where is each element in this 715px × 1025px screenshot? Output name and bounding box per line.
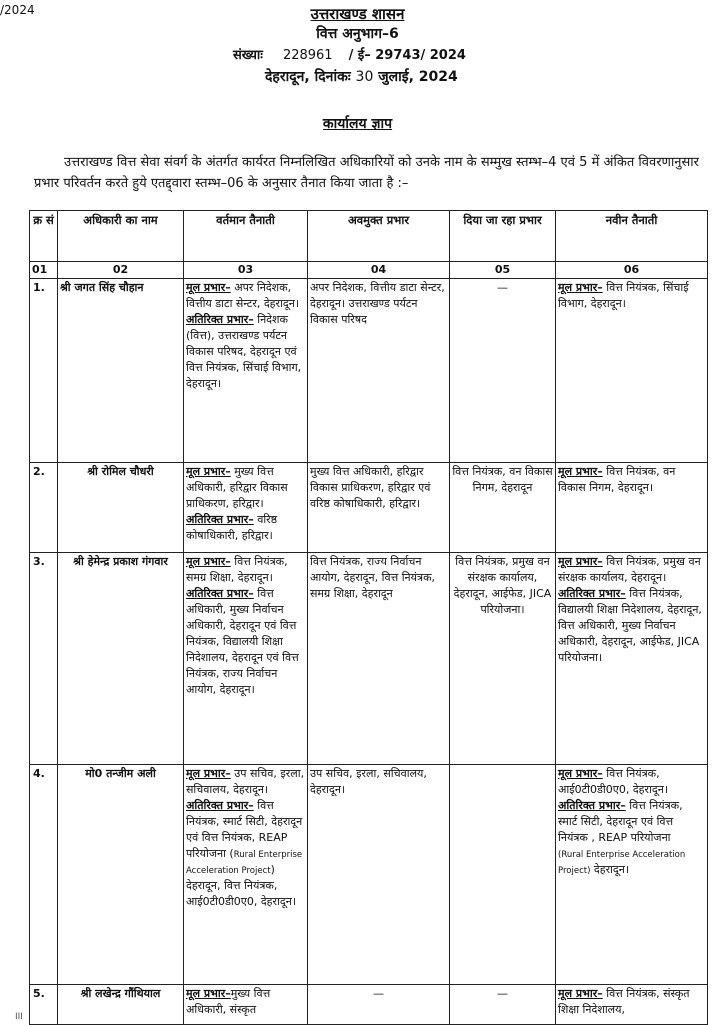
table-header-row <box>30 211 708 262</box>
project-full-name: (Rural Enterprise Acceleration Project) <box>558 850 686 876</box>
serial-number: 2. <box>30 463 58 553</box>
main-charge-label: मूल प्रभार– <box>558 555 603 568</box>
col-number: 05 <box>450 262 556 279</box>
section-title: वित्त अनुभाग–6 <box>316 26 399 42</box>
serial-number: 5. <box>30 985 58 1025</box>
new-posting <box>556 279 708 463</box>
new-posting <box>556 553 708 765</box>
current-posting <box>184 279 308 463</box>
place-date <box>265 67 458 86</box>
main-charge-text: वित्त नियंत्रक, आई0टी0डी0ए0, देहरादून। <box>558 767 668 796</box>
additional-charge-text: वरिष्ठ कोषाधिकारी, हरिद्वार। <box>186 513 278 542</box>
header-given-charge: दिया जा रहा प्रभार <box>450 211 556 262</box>
main-charge-text: वित्त नियंत्रक, सिंचाई विभाग, देहरादून। <box>558 281 689 310</box>
col-number: 04 <box>308 262 450 279</box>
additional-charge-label: अतिरिक्त प्रभार– <box>558 587 626 600</box>
main-charge-label: मूल प्रभार– <box>558 767 603 780</box>
main-charge-label: मूल प्रभार– <box>558 281 603 294</box>
main-charge-text: अपर निदेशक, वित्तीय डाटा सेन्टर, देहरादून। <box>186 281 299 310</box>
relieved-charge: मुख्य वित्त अधिकारी, हरिद्वार विकास प्राधिकरण, हरिद्वार एवं वरिष्ठ कोषाधिकारी, हरिद्वार। <box>308 463 450 553</box>
footer-mark: III <box>15 1012 23 1022</box>
number-value: 228961 <box>282 48 333 63</box>
project-full-name: Rural Enterprise Acceleration Project <box>186 850 303 876</box>
officer-name: श्री जगत सिंह चौहान <box>58 279 184 463</box>
date-rest: जुलाई, 2024 <box>378 69 458 85</box>
number-suffix: / ई– 29743/ 2024 <box>348 48 466 63</box>
additional-charge-text: वित्त नियंत्रक, स्मार्ट सिटी, देहरादून एवं वित्त नियंत्रक , REAP परियोजना <box>558 799 683 844</box>
number-label: संख्याः <box>233 48 263 63</box>
header-current-posting: वर्तमान तैनाती <box>184 211 308 262</box>
additional-charge-label: अतिरिक्त प्रभार– <box>186 513 254 526</box>
serial-number: 1. <box>30 279 58 463</box>
main-charge-label: मूल प्रभार– <box>186 987 231 1000</box>
given-charge: — <box>450 985 556 1025</box>
serial-number: 3. <box>30 553 58 765</box>
table-row <box>30 463 708 553</box>
officer-name: श्री लखेन्द्र गौंथियाल <box>58 985 184 1025</box>
officer-name: श्री रोमिल चौधरी <box>58 463 184 553</box>
table-row <box>30 765 708 985</box>
col-number: 01 <box>30 262 58 279</box>
current-posting <box>184 553 308 765</box>
col-number: 02 <box>58 262 184 279</box>
government-title: उत्तराखण्ड शासन <box>310 5 405 23</box>
additional-charge-text-cont: देहरादून। <box>590 863 630 876</box>
officer-name: श्री हेमेन्द्र प्रकाश गंगवार <box>58 553 184 765</box>
main-charge-text: वित्त नियंत्रक, समग्र शिक्षा, देहरादून। <box>186 555 288 584</box>
new-posting <box>556 985 708 1025</box>
main-charge-text: मुख्य वित्त अधिकारी, संस्कृत <box>186 987 271 1016</box>
given-charge: वित्त नियंत्रक, वन विकास निगम, देहरादून <box>450 463 556 553</box>
main-charge-text: वित्त नियंत्रक, संस्कृत शिक्षा निदेशालय, <box>558 987 690 1016</box>
main-charge-label: मूल प्रभार– <box>186 465 231 478</box>
main-charge-text: मुख्य वित्त अधिकारी, हरिद्वार विकास प्राधिकरण, हरिद्वार। <box>186 465 288 510</box>
additional-charge-label: अतिरिक्त प्रभार– <box>186 587 254 600</box>
col-number: 03 <box>184 262 308 279</box>
relieved-charge: अपर निदेशक, वित्तीय डाटा सेन्टर, देहरादून। उत्तराखण्ड पर्यटन विकास परिषद <box>308 279 450 463</box>
column-number-row <box>30 262 708 279</box>
new-posting <box>556 463 708 553</box>
additional-charge-label: अतिरिक्त प्रभार– <box>558 799 626 812</box>
given-charge: — <box>450 279 556 463</box>
place-date-label: देहरादून, दिनांकः <box>265 69 351 85</box>
additional-charge-text-cont: ) देहरादून, वित्त नियंत्रक, आई0टी0डी0ए0, देहरादून। <box>186 863 296 908</box>
additional-charge-text: निदेशक (वित्त), उत्तराखण्ड पर्यटन विकास परिषद, देहरादून एवं वित्त नियंत्रक, सिंचाई विभाग, देहरादून। <box>186 313 302 390</box>
serial-number: 4. <box>30 765 58 985</box>
memo-title: कार्यालय ज्ञाप <box>322 116 393 132</box>
intro-paragraph: उत्तराखण्ड वित्त सेवा संवर्ग के अंतर्गत कार्यरत निम्नलिखित अधिकारियों को उनके नाम के सम्मुख स्तम्भ–4 एवं 5 में अंकित विवरणानुसार प्रभार परिवर्तन करते हुये एतद्द्वारा स्तम्भ–06 के अनुसार तैनात किया जाता है :– <box>34 155 699 191</box>
date-day: 30 <box>355 69 374 85</box>
main-charge-label: मूल प्रभार– <box>186 281 231 294</box>
additional-charge-label: अतिरिक्त प्रभार– <box>186 313 254 326</box>
relieved-charge: उप सचिव, इरला, सचिवालय, देहरादून। <box>308 765 450 985</box>
main-charge-label: मूल प्रभार– <box>558 987 603 1000</box>
relieved-charge: — <box>308 985 450 1025</box>
header-officer-name: अधिकारी का नाम <box>58 211 184 262</box>
current-posting <box>184 985 308 1025</box>
page-number-fragment: /2024 <box>0 3 35 17</box>
current-posting <box>184 463 308 553</box>
additional-charge-label: अतिरिक्त प्रभार– <box>186 799 254 812</box>
current-posting <box>184 765 308 985</box>
main-charge-text: उप सचिव, इरला, सचिवालय, देहरादून। <box>186 767 305 796</box>
additional-charge-text: वित्त अधिकारी, मुख्य निर्वाचन अधिकारी, देहरादून एवं वित्त नियंत्रक, विद्यालयी शिक्षा निदेशालय, देहरादून एवं वित्त नियंत्रक, राज्य निर्वाचन आयोग, देहरादून। <box>186 587 299 696</box>
table-row <box>30 985 708 1025</box>
new-posting <box>556 765 708 985</box>
header-serial: क्र सं <box>30 211 58 262</box>
letter-number <box>233 45 466 63</box>
main-charge-label: मूल प्रभार– <box>558 465 603 478</box>
given-charge: वित्त नियंत्रक, प्रमुख वन संरक्षक कार्यालय, देहरादून, आईफेड, JICA परियोजना। <box>450 553 556 765</box>
given-charge <box>450 765 556 985</box>
header-relieved-charge: अवमुक्त प्रभार <box>308 211 450 262</box>
main-charge-label: मूल प्रभार– <box>186 767 231 780</box>
main-charge-text: वित्त नियंत्रक, प्रमुख वन संरक्षक कार्यालय, देहरादून। <box>558 555 701 584</box>
officer-name: मो0 तन्जीम अली <box>58 765 184 985</box>
col-number: 06 <box>556 262 708 279</box>
table-row <box>30 553 708 765</box>
header-new-posting: नवीन तैनाती <box>556 211 708 262</box>
main-charge-label: मूल प्रभार– <box>186 555 231 568</box>
additional-charge-text: वित्त नियंत्रक, स्मार्ट सिटी, देहरादून एवं वित्त नियंत्रक, REAP परियोजना ( <box>186 799 303 860</box>
table-row <box>30 279 708 463</box>
additional-charge-text: वित्त नियंत्रक, विद्यालयी शिक्षा निदेशालय, देहरादून, वित्त अधिकारी, मुख्य निर्वाचन अधिकारी, देहरादून, आईफेड, JICA परियोजना। <box>558 587 702 664</box>
relieved-charge: वित्त नियंत्रक, राज्य निर्वाचन आयोग, देहरादून, वित्त नियंत्रक, समग्र शिक्षा, देहरादून <box>308 553 450 765</box>
main-charge-text: वित्त नियंत्रक, वन विकास निगम, देहरादून। <box>558 465 676 494</box>
transfer-table <box>29 210 708 1025</box>
